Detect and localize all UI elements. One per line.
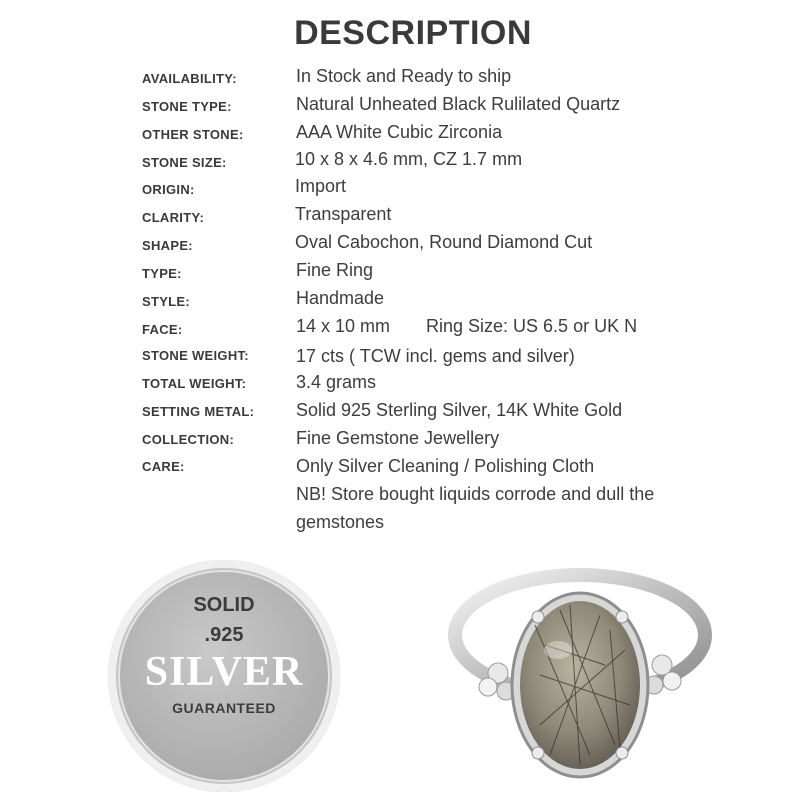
- spec-label: CARE:: [142, 459, 185, 474]
- spec-row-collection: [0, 428, 800, 456]
- spec-row-setting-metal: [0, 400, 800, 428]
- spec-label: CLARITY:: [142, 210, 205, 225]
- stone-highlight: [544, 641, 572, 659]
- spec-row-clarity: [0, 204, 800, 232]
- ring-photo: [440, 555, 720, 795]
- care-note: NB! Store bought liquids corrode and dull the gemstones: [296, 484, 655, 532]
- spec-value: In Stock and Ready to ship: [296, 66, 512, 86]
- spec-row-shape: [0, 232, 800, 260]
- page-title: DESCRIPTION: [294, 14, 532, 52]
- spec-row-availability: [0, 66, 800, 94]
- spec-label: TYPE:: [142, 266, 182, 281]
- spec-value: Fine Ring: [296, 260, 374, 280]
- spec-value: Solid 925 Sterling Silver, 14K White Gold: [296, 400, 623, 420]
- seal-text-silver: SILVER: [144, 649, 304, 695]
- spec-row-other-stone: [0, 122, 800, 150]
- spec-value: Transparent: [295, 204, 392, 224]
- spec-row-stone-type: [0, 94, 800, 122]
- spec-label: SETTING METAL:: [142, 404, 255, 419]
- solid-silver-seal: [108, 560, 340, 792]
- spec-label: FACE:: [142, 322, 183, 337]
- spec-row-stone-size: [0, 149, 800, 177]
- spec-value: Oval Cabochon, Round Diamond Cut: [295, 232, 593, 252]
- spec-value: Handmade: [296, 288, 385, 308]
- spec-row-type: [0, 260, 800, 288]
- spec-value: 10 x 8 x 4.6 mm, CZ 1.7 mm: [295, 149, 523, 169]
- spec-label: OTHER STONE:: [142, 127, 244, 142]
- spec-value: Fine Gemstone Jewellery: [296, 428, 500, 448]
- spec-label: STYLE:: [142, 294, 191, 309]
- spec-row-face: [0, 316, 800, 344]
- spec-row-stone-weight: [0, 344, 800, 372]
- seal-text-solid: SOLID: [193, 594, 255, 616]
- seal-text-925: .925: [204, 624, 244, 646]
- spec-value: Import: [295, 176, 347, 196]
- spec-label: ORIGIN:: [142, 182, 195, 197]
- spec-value: 14 x 10 mm: [296, 316, 391, 336]
- spec-label: STONE WEIGHT:: [142, 348, 249, 363]
- seal-text-guaranteed: GUARANTEED: [172, 700, 276, 716]
- spec-value: 3.4 grams: [296, 372, 377, 392]
- spec-row-style: [0, 288, 800, 316]
- spec-label: STONE TYPE:: [142, 99, 232, 114]
- spec-value: Only Silver Cleaning / Polishing Cloth: [296, 456, 595, 476]
- spec-row-origin: [0, 176, 800, 204]
- spec-value: Natural Unheated Black Rulilated Quartz: [296, 94, 621, 114]
- spec-value: 17 cts ( TCW incl. gems and silver): [296, 346, 575, 366]
- spec-label: TOTAL WEIGHT:: [142, 376, 247, 391]
- side-gems-right: [645, 655, 681, 694]
- rutilated-quartz-stone: [520, 601, 640, 769]
- spec-value-ring-size: Ring Size: US 6.5 or UK N: [426, 316, 638, 336]
- spec-label: STONE SIZE:: [142, 155, 227, 170]
- spec-label: SHAPE:: [142, 238, 193, 253]
- spec-label: AVAILABILITY:: [142, 71, 237, 86]
- spec-label: COLLECTION:: [142, 432, 235, 447]
- spec-row-total-weight: [0, 372, 800, 400]
- spec-value: AAA White Cubic Zirconia: [296, 122, 503, 142]
